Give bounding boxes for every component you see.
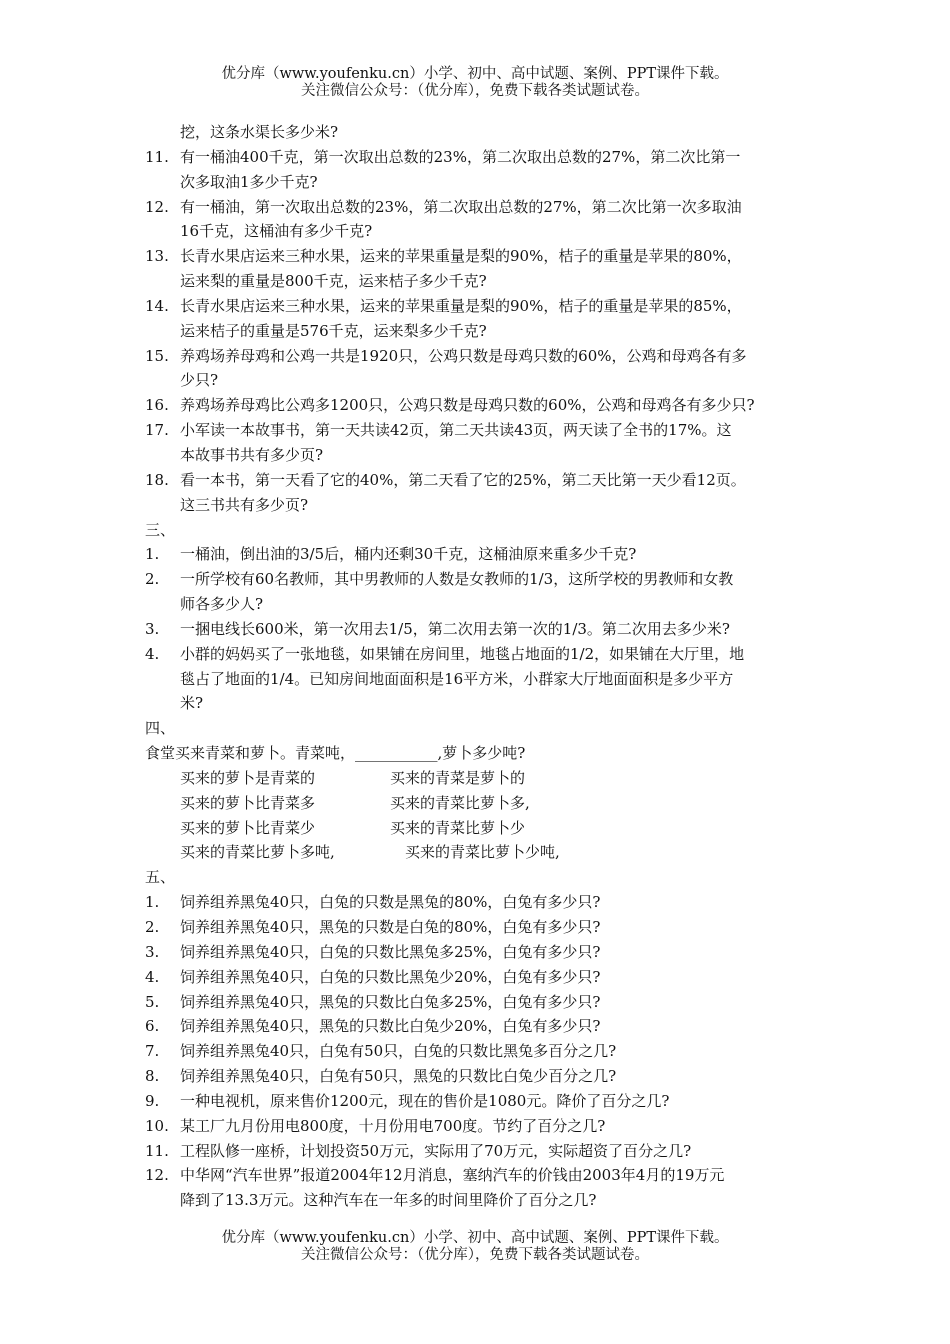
question-line	[145, 1064, 825, 1089]
question-text: 米?	[180, 694, 204, 713]
question-line	[145, 219, 825, 244]
question-text: 饲养组养黑兔40只，白兔的只数是黑兔的80%，白兔有多少只?	[180, 893, 601, 912]
section-3-questions	[145, 542, 825, 716]
question-text: 饲养组养黑兔40只，白兔的只数比黑兔少20%，白兔有多少只?	[180, 967, 601, 986]
question-text: 长青水果店运来三种水果，运来的苹果重量是梨的90%，桔子的重量是苹果的85%，	[180, 296, 742, 315]
question-number: 5.	[145, 992, 160, 1011]
question-text: 毯占了地面的1/4。已知房间地面面积是16平方米，小群家大厅地面面积是多少平方	[180, 669, 734, 688]
section-2-continued	[145, 120, 825, 518]
question-number: 12.	[145, 197, 169, 216]
question-text: 有一桶油，第一次取出总数的23%，第二次取出总数的27%，第二次比第一次多取油	[180, 197, 742, 216]
question-line	[145, 493, 825, 518]
question-line	[145, 542, 825, 567]
question-text: 次多取油1多少千克?	[180, 172, 318, 191]
footer-line-1: 优分库（www.youfenku.cn）小学、初中、高中试题、案例、PPT课件下载。	[221, 1230, 729, 1246]
question-line	[145, 443, 825, 468]
question-text: 16千克，这桶油有多少千克?	[180, 222, 373, 241]
question-line	[145, 990, 825, 1015]
option-right: 买来的青菜比萝卜少	[390, 818, 526, 837]
option-row	[145, 840, 825, 865]
question-text: 降到了13.3万元。这种汽车在一年多的时间里降价了百分之几?	[180, 1191, 597, 1210]
question-line	[145, 170, 825, 195]
header-line-1: 优分库（www.youfenku.cn）小学、初中、高中试题、案例、PPT课件下载。	[221, 66, 729, 82]
question-text: 一所学校有60名教师，其中男教师的人数是女教师的1/3，这所学校的男教师和女教	[180, 570, 734, 589]
question-text: 小群的妈妈买了一张地毯，如果铺在房间里，地毯占地面的1/2，如果铺在大厅里，地	[180, 644, 745, 663]
section-5-heading: 五、	[145, 868, 176, 887]
question-number: 7.	[145, 1042, 160, 1061]
question-text: 饲养组养黑兔40只，白兔有50只，白兔的只数比黑兔多百分之几?	[180, 1042, 617, 1061]
question-line	[145, 965, 825, 990]
option-row	[145, 766, 825, 791]
question-text: 饲养组养黑兔40只，白兔有50只，黑兔的只数比白兔少百分之几?	[180, 1067, 617, 1086]
question-line	[145, 940, 825, 965]
question-text: 中华网“汽车世界”报道2004年12月消息，塞纳汽车的价钱由2003年4月的19万元	[180, 1166, 725, 1185]
header-line-2: 关注微信公众号：（优分库），免费下载各类试题试卷。	[301, 83, 649, 99]
option-left: 买来的萝卜比青菜多	[180, 793, 316, 812]
question-number: 17.	[145, 421, 169, 440]
question-number: 10.	[145, 1116, 169, 1135]
question-number: 9.	[145, 1091, 160, 1110]
question-line	[145, 468, 825, 493]
question-line	[145, 592, 825, 617]
option-left: 买来的青菜比萝卜多吨,	[180, 843, 335, 862]
question-line	[145, 915, 825, 940]
question-number: 11.	[145, 1141, 169, 1160]
question-line	[145, 1114, 825, 1139]
question-line	[145, 642, 825, 667]
question-number: 8.	[145, 1067, 160, 1086]
question-number: 18.	[145, 470, 169, 489]
question-line	[145, 344, 825, 369]
question-number: 13.	[145, 247, 169, 266]
option-row	[145, 791, 825, 816]
section-4-options	[145, 766, 825, 865]
question-number: 6.	[145, 1017, 160, 1036]
section-5-questions	[145, 890, 825, 1213]
question-text: 本故事书共有多少页?	[180, 445, 324, 464]
question-text: 运来桔子的重量是576千克，运来梨多少千克?	[180, 321, 487, 340]
question-number: 15.	[145, 346, 169, 365]
page-footer	[0, 1230, 950, 1264]
question-line	[145, 319, 825, 344]
question-line	[145, 120, 825, 145]
question-number: 11.	[145, 147, 169, 166]
question-line	[145, 667, 825, 692]
question-text: 一捆电线长600米，第一次用去1/5，第二次用去第一次的1/3。第二次用去多少米?	[180, 619, 730, 638]
question-line	[145, 269, 825, 294]
question-number: 16.	[145, 396, 169, 415]
question-text: 师各多少人?	[180, 595, 264, 614]
question-text: 有一桶油400千克，第一次取出总数的23%，第二次取出总数的27%，第二次比第一	[180, 147, 741, 166]
question-number: 3.	[145, 619, 160, 638]
question-line	[145, 294, 825, 319]
question-text: 饲养组养黑兔40只，黑兔的只数比白兔多25%，白兔有多少只?	[180, 992, 601, 1011]
question-text: 饲养组养黑兔40只，黑兔的只数是白兔的80%，白兔有多少只?	[180, 918, 601, 936]
question-number: 12.	[145, 1166, 169, 1185]
option-left: 买来的萝卜比青菜少	[180, 818, 316, 837]
question-line	[145, 1139, 825, 1164]
question-line	[145, 1039, 825, 1064]
option-right: 买来的青菜是萝卜的	[390, 768, 526, 787]
question-line	[145, 1014, 825, 1039]
option-right: 买来的青菜比萝卜多,	[390, 793, 530, 812]
question-line	[145, 1089, 825, 1114]
question-number: 1.	[145, 545, 160, 564]
question-line	[145, 890, 825, 915]
document-body	[145, 120, 825, 1213]
question-number: 2.	[145, 918, 160, 936]
question-text: 工程队修一座桥，计划投资50万元，实际用了70万元，实际超资了百分之几?	[180, 1141, 692, 1160]
question-text: 饲养组养黑兔40只，黑兔的只数比白兔少20%，白兔有多少只?	[180, 1017, 601, 1036]
question-line	[145, 617, 825, 642]
question-line	[145, 567, 825, 592]
question-text: 长青水果店运来三种水果，运来的苹果重量是梨的90%，桔子的重量是苹果的80%，	[180, 247, 742, 266]
question-text: 饲养组养黑兔40只，白兔的只数比黑兔多25%，白兔有多少只?	[180, 942, 601, 961]
question-line	[145, 244, 825, 269]
question-text: 一种电视机，原来售价1200元，现在的售价是1080元。降价了百分之几?	[180, 1091, 670, 1110]
page-header	[0, 66, 950, 100]
question-text: 小军读一本故事书，第一天共读42页，第二天共读43页，两天读了全书的17%。这	[180, 421, 732, 440]
question-number: 4.	[145, 644, 160, 663]
footer-line-2: 关注微信公众号：（优分库），免费下载各类试题试卷。	[301, 1247, 649, 1263]
question-text: 这三书共有多少页?	[180, 495, 309, 514]
question-line	[145, 691, 825, 716]
question-number: 1.	[145, 893, 160, 912]
question-text: 运来梨的重量是800千克，运来桔子多少千克?	[180, 272, 487, 291]
question-number: 3.	[145, 942, 160, 961]
question-line	[145, 368, 825, 393]
question-text: 看一本书，第一天看了它的40%，第二天看了它的25%，第二天比第一天少看12页。	[180, 470, 746, 489]
question-number: 4.	[145, 967, 160, 986]
question-line	[145, 1163, 825, 1188]
question-line	[145, 418, 825, 443]
question-line	[145, 1188, 825, 1213]
option-right: 买来的青菜比萝卜少吨,	[405, 843, 560, 862]
question-text: 一桶油，倒出油的3/5后，桶内还剩30千克，这桶油原来重多少千克?	[180, 545, 637, 564]
question-number: 14.	[145, 296, 169, 315]
question-number: 2.	[145, 570, 160, 589]
option-left: 买来的萝卜是青菜的	[180, 768, 316, 787]
question-text: 养鸡场养母鸡比公鸡多1200只，公鸡只数是母鸡只数的60%，公鸡和母鸡各有多少只?	[180, 396, 755, 415]
question-line	[145, 145, 825, 170]
option-row	[145, 816, 825, 841]
question-text: 养鸡场养母鸡和公鸡一共是1920只，公鸡只数是母鸡只数的60%，公鸡和母鸡各有多	[180, 346, 747, 365]
question-text: 少只?	[180, 371, 219, 390]
question-line	[145, 393, 825, 418]
question-text: 某工厂九月份用电800度，十月份用电700度。节约了百分之几?	[180, 1116, 606, 1135]
section-3-heading: 三、	[145, 520, 176, 539]
section-4-heading: 四、	[145, 719, 176, 738]
question-text: 挖，这条水渠长多少米?	[180, 123, 339, 141]
section-4-intro: 食堂买来青菜和萝卜。青菜吨，___________,萝卜多少吨?	[145, 744, 526, 763]
question-line	[145, 195, 825, 220]
